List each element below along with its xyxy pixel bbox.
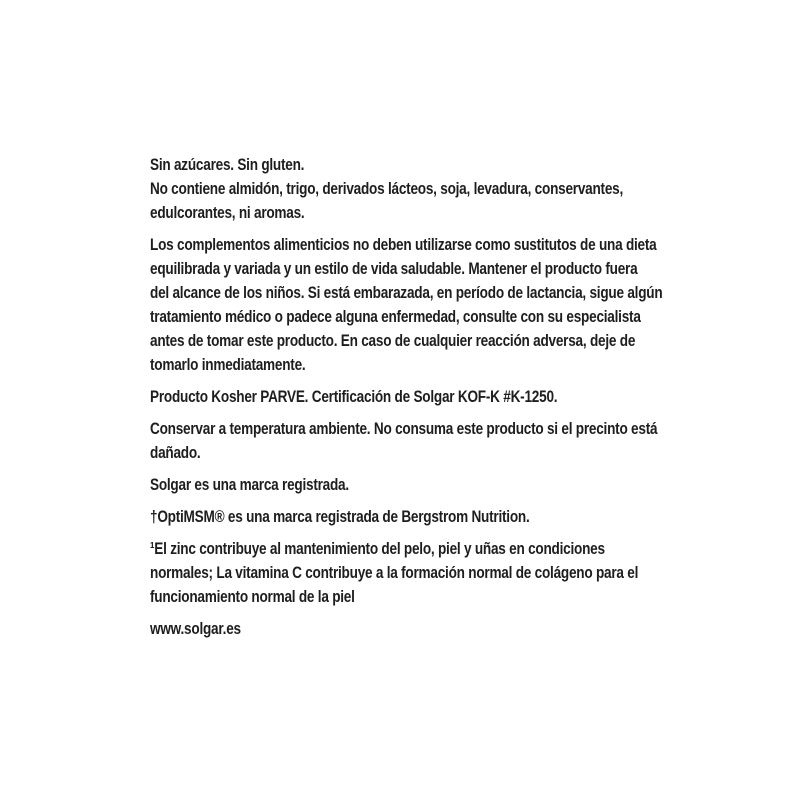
paragraph-trademark-solgar xyxy=(150,473,662,497)
paragraph-kosher-certification xyxy=(150,385,662,409)
label-line: dañado. xyxy=(150,443,201,462)
paragraph-supplement-warning xyxy=(150,233,662,377)
label-line: equilibrada y variada y un estilo de vida saludable. Mantener el producto fuera xyxy=(150,259,638,278)
label-line: tratamiento médico o padece alguna enfermedad, consulte con su especialista xyxy=(150,307,641,326)
label-line: Conservar a temperatura ambiente. No consuma este producto si el precinto está xyxy=(150,419,658,438)
paragraph-trademark-optimsm xyxy=(150,505,662,529)
label-line: Sin azúcares. Sin gluten. xyxy=(150,155,305,174)
paragraph-allergen-info xyxy=(150,153,662,225)
label-line: funcionamiento normal de la piel xyxy=(150,587,355,606)
label-line: tomarlo inmediatamente. xyxy=(150,355,306,374)
website-url: www.solgar.es xyxy=(150,619,241,638)
label-line: Solgar es una marca registrada. xyxy=(150,475,349,494)
label-line: normales; La vitamina C contribuye a la formación normal de colágeno para el xyxy=(150,563,639,582)
label-line: †OptiMSM® es una marca registrada de Bergstrom Nutrition. xyxy=(150,507,530,526)
label-line: del alcance de los niños. Si está embarazada, en período de lactancia, sigue algún xyxy=(150,283,663,302)
paragraph-storage-instructions xyxy=(150,417,662,465)
label-line: Producto Kosher PARVE. Certificación de Solgar KOF-K #K-1250. xyxy=(150,387,558,406)
paragraph-website xyxy=(150,617,662,641)
label-line: ¹El zinc contribuye al mantenimiento del pelo, piel y uñas en condiciones xyxy=(150,539,605,558)
label-line: Los complementos alimenticios no deben utilizarse como sustitutos de una dieta xyxy=(150,235,657,254)
label-line: antes de tomar este producto. En caso de cualquier reacción adversa, deje de xyxy=(150,331,636,350)
paragraph-nutrient-claims xyxy=(150,537,662,609)
product-label-text-block xyxy=(150,153,662,649)
label-line: No contiene almidón, trigo, derivados lácteos, soja, levadura, conservantes, xyxy=(150,179,624,198)
label-line: edulcorantes, ni aromas. xyxy=(150,203,305,222)
